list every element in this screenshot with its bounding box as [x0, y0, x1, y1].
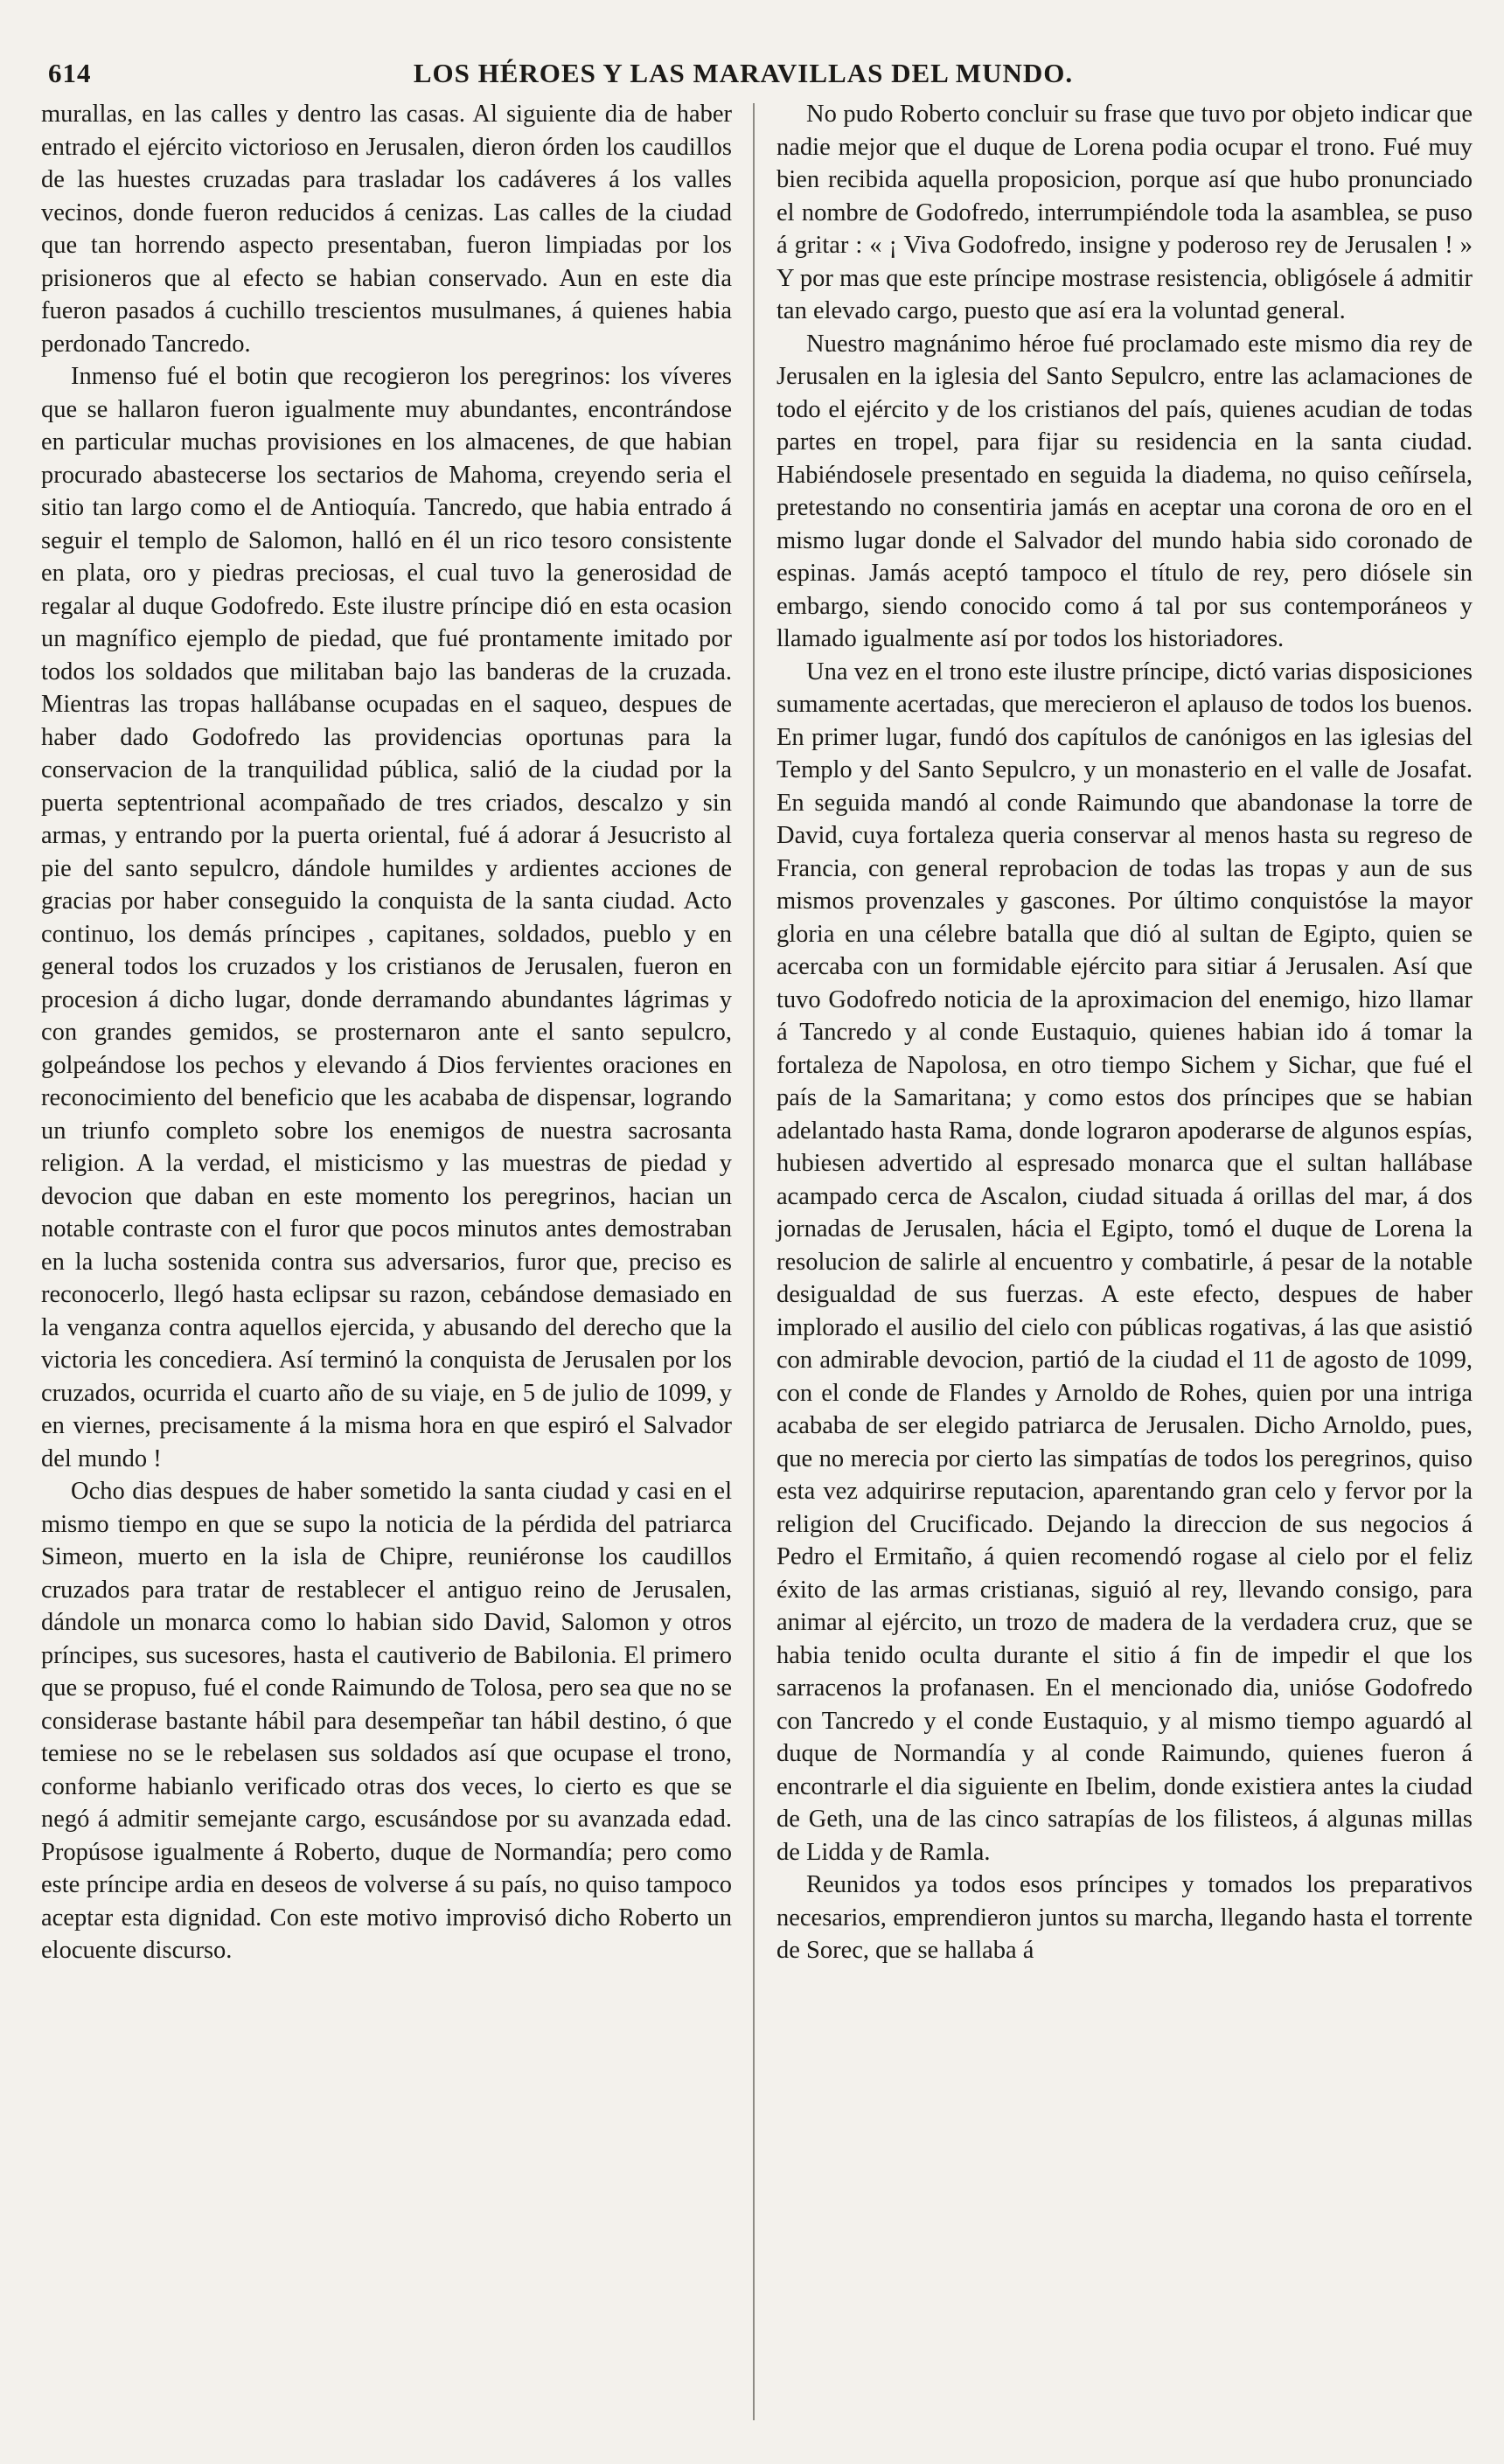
running-title: LOS HÉROES Y LAS MARAVILLAS DEL MUNDO.: [413, 58, 1074, 88]
column-divider: [753, 103, 755, 2420]
left-paragraph-3: Ocho dias despues de haber sometido la santa ciudad y casi en el mismo tiempo en que se supo la noticia de la pérdida del patriarca Simeon, muerto en la isla de Chipre, reuniéronse los caudillos cruzados para tratar de restablecer el antiguo reino de Jerusalen, dándole un monarca como lo habian sido David, Salomon y otros príncipes, sus sucesores, hasta el cautiverio de Babilonia. El primero que se propuso, fué el conde Raimundo de Tolosa, pero sea que no se considerase bastante hábil para desempeñar tan hábil destino, ó que temiese no se le rebelasen sus soldados así que ocupase el trono, conforme habianlo verificado otras dos veces, lo cierto es que se negó á admitir semejante cargo, escusándose por su avanzada edad. Propúsose igualmente á Roberto, duque de Normandía; pero como este príncipe ardia en deseos de volverse á su país, no quiso tampoco aceptar esta dignidad. Con este motivo improvisó dicho Roberto un elocuente discurso.: [41, 1478, 732, 1964]
right-paragraph-3: Una vez en el trono este ilustre príncipe, dictó varias disposiciones sumamente acertadas, que merecieron el aplauso de todos los buenos. En primer lugar, fundó dos capítulos de canónigos en las iglesias del Templo y del Santo Sepulcro, y un monasterio en el valle de Josafat. En seguida mandó al conde Raimundo que abandonase la torre de David, cuya fortaleza queria conservar al menos hasta su regreso de Francia, con general reprobacion de todas las tropas y aun de sus mismos provenzales y gascones. Por último conquistóse la mayor gloria en una célebre batalla que dió al sultan de Egipto, quien se acercaba con un formidable ejército para sitiar á Jerusalen. Así que tuvo Godofredo noticia de la aproximacion del enemigo, hizo llamar á Tancredo y al conde Eustaquio, quienes habian ido á tomar la fortaleza de Napolosa, en otro tiempo Sichem y Sichar, que fué el país de la Samaritana; y como estos dos príncipes que se habian adelantado hasta Rama, donde lograron apoderarse de algunos espías, hubiesen advertido al espresado monarca que el sultan hallábase acampado cerca de Ascalon, ciudad situada á orillas del mar, á dos jornadas de Jerusalen, hácia el Egipto, tomó el duque de Lorena la resolucion de salirle al encuentro y combatirle, á pesar de la notable desigualdad de sus fuerzas. A este efecto, despues de haber implorado el ausilio del cielo con públicas rogativas, á las que asistió con admirable devocion, partió de la ciudad el 11 de agosto de 1099, con el conde de Flandes y Arnoldo de Rohes, quien por una intriga acababa de ser elegido patriarca de Jerusalen. Dicho Arnoldo, pues, que no merecia por cierto las simpatías de todos los peregrinos, quiso esta vez adquirirse reputacion, aparentando gran celo y fervor por la religion del Crucificado. Dejando la direccion de sus negocios á Pedro el Ermitaño, á quien recomendó rogase al cielo por el feliz éxito de las armas cristianas, siguió al rey, llevando consigo, para animar al ejército, un trozo de madera de la verdadera cruz, que se habia tenido oculta durante el sitio á fin de impedir el que los sarracenos la profanasen. En el mencionado dia, unióse Godofredo con Tancredo y el conde Eustaquio, y al mismo tiempo aguardó al duque de Normandía y al conde Raimundo, quienes fueron á encontrarle el dia siguiente en Ibelim, donde existiera antes la ciudad de Geth, una de las cinco satrapías de los filisteos, á algunas millas de Lidda y de Ramla.: [776, 658, 1473, 1866]
page-number: 614: [48, 58, 92, 88]
right-paragraph-1: No pudo Roberto concluir su frase que tuvo por objeto indicar que nadie mejor que el duque de Lorena podia ocupar el trono. Fué muy bien recibida aquella proposicion, porque así que hubo pronunciado el nombre de Godofredo, interrumpiéndole toda la asamblea, se puso á gritar : « ¡ Viva Godofredo, insigne y poderoso rey de Jerusalen ! » Y por mas que este príncipe mostrase resistencia, obligósele á admitir tan elevado cargo, puesto que así era la voluntad general.: [776, 101, 1473, 324]
left-paragraph-2: Inmenso fué el botin que recogieron los peregrinos: los víveres que se hallaron fueron igualmente muy abundantes, encontrándose en particular muchas provisiones en los almacenes, de que habian procurado abastecerse los sectarios de Mahoma, creyendo seria el sitio tan largo como el de Antioquía. Tancredo, que habia entrado á seguir el templo de Salomon, halló en él un rico tesoro consistente en plata, oro y piedras preciosas, el cual tuvo la generosidad de regalar al duque Godofredo. Este ilustre príncipe dió en esta ocasion un magnífico ejemplo de piedad, que fué prontamente imitado por todos los soldados que militaban bajo las banderas de la cruzada. Mientras las tropas hallábanse ocupadas en el saqueo, despues de haber dado Godofredo las providencias oportunas para la conservacion de la tranquilidad pública, salió de la ciudad por la puerta septentrional acompañado de tres criados, descalzo y sin armas, y entrando por la puerta oriental, fué á adorar á Jesucristo al pie del santo sepulcro, dándole humildes y ardientes acciones de gracias por haber conseguido la conquista de la santa ciudad. Acto continuo, los demás príncipes , capitanes, soldados, pueblo y en general todos los cruzados y los cristianos de Jerusalen, fueron en procesion á dicho lugar, donde derramando abundantes lágrimas y con grandes gemidos, se prosternaron ante el santo sepulcro, golpeándose los pechos y elevando á Dios fervientes oraciones en reconocimiento del beneficio que les acababa de dispensar, logrando un triunfo completo sobre los enemigos de nuestra sacrosanta religion. A la verdad, el misticismo y las muestras de piedad y devocion que daban en este momento los peregrinos, hacian un notable contraste con el furor que pocos minutos antes demostraban en la lucha sostenida contra sus adversarios, furor que, preciso es reconocerlo, llegó hasta eclipsar su razon, cebándose demasiado en la venganza contra aquellos ejercida, y abusando del derecho que la victoria les concediera. Así terminó la conquista de Jerusalen por los cruzados, ocurrida el cuarto año de su viaje, en 5 de julio de 1099, y en viernes, precisamente á la misma hora en que espiró el Salvador del mundo !: [41, 363, 732, 1472]
right-paragraph-2: Nuestro magnánimo héroe fué proclamado este mismo dia rey de Jerusalen en la iglesia del Santo Sepulcro, entre las aclamaciones de todo el ejército y de los cristianos del país, quienes acudian de todas partes en tropel, para fijar su residencia en la santa ciudad. Habiéndosele presentado en seguida la diadema, no quiso ceñírsela, pretestando no consentiria jamás en aceptar una corona de oro en el mismo lugar donde el Salvador del mundo habia sido coronado de espinas. Jamás aceptó tampoco el título de rey, pero diósele sin embargo, siendo conocido como á tal por sus contemporáneos y llamado igualmente así por todos los historiadores.: [776, 330, 1473, 652]
right-paragraph-4: Reunidos ya todos esos príncipes y tomados los preparativos necesarios, emprendieron juntos su marcha, llegando hasta el torrente de Sorec, que se hallaba á: [776, 1871, 1473, 1964]
right-column: [776, 98, 1473, 1967]
left-column: [41, 98, 732, 1967]
left-paragraph-1: murallas, en las calles y dentro las casas. Al siguiente dia de haber entrado el ejército victorioso en Jerusalen, dieron órden los caudillos de las huestes cruzadas para trasladar los cadáveres á los valles vecinos, donde fueron reducidos á cenizas. Las calles de la ciudad que tan horrendo aspecto presentaban, fueron limpiadas por los prisioneros que al efecto se habian conservado. Aun en este dia fueron pasados á cuchillo trescientos musulmanes, á quienes habia perdonado Tancredo.: [41, 101, 732, 358]
page-header: [48, 51, 1438, 100]
